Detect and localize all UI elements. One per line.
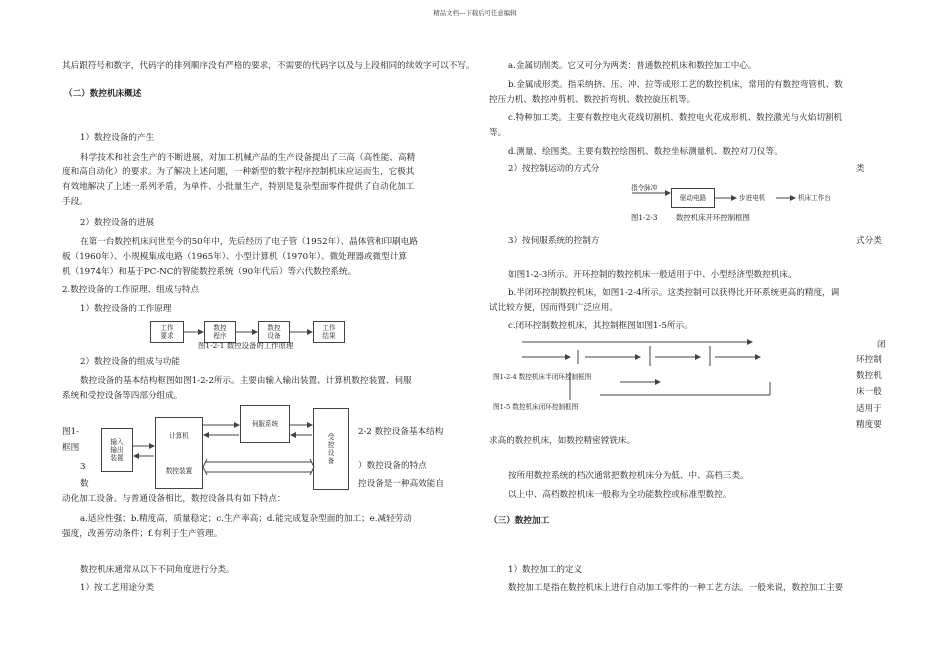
paragraph-line: 按所用数控系统的档次通常把数控机床分为低、中、高档三类。 (508, 471, 749, 481)
paragraph-line: 数控设备的基本结构框图如图1-2-2所示。主要由输入输出装置、计算机数控装置、伺服 (80, 376, 412, 386)
paragraph: 其后跟符号和数字，代码字的排列顺序没有严格的要求，不需要的代码字以及与上段相同的续效字可以不写。 (62, 61, 475, 71)
subheading: 2.数控设备的工作原理、组成与特点 (62, 285, 200, 295)
text-fragment: 床一般 (856, 387, 882, 397)
subheading: 1）数控设备的工作原理 (80, 304, 172, 314)
diagram-box-nc-program: 数控 程序 (204, 321, 236, 343)
text-fragment: 环控制 (856, 355, 882, 365)
paragraph-line: b.半闭环控制数控机床，如图1-2-4所示。这类控制可以获得比开环系统更高的精度，调 (508, 288, 840, 298)
section-heading: （二）数控机床概述 (64, 89, 142, 99)
diagram-box-nc-device: 数控 设备 (258, 321, 290, 343)
bus-arrowhead (203, 467, 207, 475)
text-fragment: 式分类 (856, 236, 882, 246)
bus-arrowhead (310, 467, 314, 475)
text-fragment: 数控机 (856, 371, 882, 381)
text-fragment: 图1- (62, 427, 79, 437)
figure-caption-number: 图1-2-3 (631, 213, 658, 222)
subheading: 2）按控制运动的方式分 (508, 164, 600, 174)
paragraph-line: a.适应性强；b.精度高，质量稳定；c.生产率高；d.能完成复杂型面的加工；e.减轻劳动 (80, 514, 412, 524)
paragraph-line: 如图1-2-3所示。开环控制的数控机床一般适用于中、小型经济型数控机床。 (508, 270, 797, 280)
subheading: 1）按工艺用途分类 (80, 583, 155, 593)
text-fragment: 闭 (877, 340, 886, 350)
diagram-label-stepper-motor: 步进电机 (739, 194, 766, 202)
subheading: 1）数控设备的产生 (80, 133, 155, 143)
text-fragment: 类 (856, 164, 865, 174)
bus-arrowhead (203, 459, 207, 467)
diagram-label-worktable: 机床工作台 (798, 194, 831, 202)
paragraph-line: 有效地解决了上述一系列矛盾，为单件、小批量生产，特别是复杂型面零件提供了自动化加工 (62, 182, 415, 192)
subheading: 2）数控设备的进展 (80, 218, 155, 228)
paragraph-line: 科学技术和社会生产的不断进展，对加工机械产品的生产设备提出了三高（高性能、高精 (80, 153, 416, 163)
text-fragment: 2-2 数控设备基本结构 (358, 427, 444, 437)
paragraph-line: 在第一台数控机床问世至今的50年中，先后经历了电子管（1952年）、晶体管和印刷电路 (80, 237, 418, 247)
paragraph-line: b.金属成形类。指采纳挤、压、冲、拉等成形工艺的数控机床，常用的有数控弯管机、数 (508, 80, 843, 90)
paragraph-line: 度和高自动化）的要求。为了解决上述问题，一种新型的数字程序控制机床应运而生，它极其 (62, 167, 415, 177)
paragraph-line: 手段。 (62, 197, 88, 207)
diagram-box-work-result: 工作 结果 (313, 321, 345, 343)
diagram-box-work-requirement: 工作 要求 (150, 321, 184, 343)
text-fragment: 控设备是一种高效能自 (358, 479, 444, 489)
paragraph-line: 以上中、高档数控机床一般称为全功能数控或标准型数控。 (508, 490, 732, 500)
paragraph-line: 系统和受控设备等四部分组成。 (62, 391, 183, 401)
paragraph-line: 数控加工是指在数控机床上进行自动加工零件的一种工艺方法。一般来说，数控加工主要 (508, 583, 844, 593)
paragraph-line: 强度，改善劳动条件；f.有利于生产管理。 (62, 529, 223, 539)
figure-caption: 数控机床开环控制框图 (676, 213, 750, 222)
paragraph-line: 试比较方便，因而得到广泛应用。 (489, 303, 618, 313)
paragraph-line: 板（1960年）、小规模集成电路（1965年）、小型计算机（1970年）、微处理器或微型计算 (62, 252, 407, 262)
text-fragment: 适用于 (856, 404, 882, 414)
diagram-box-drive-circuit: 驱动电路 (671, 188, 715, 208)
paragraph-line: 求高的数控机床，如数控精密镗铣床。 (489, 436, 636, 446)
cnc-unit-bottom-label: 数控装置 (165, 466, 193, 475)
paragraph-line: d.测量、绘图类。主要有数控绘图机、数控坐标测量机、数控对刀仪等。 (508, 147, 783, 157)
paragraph-line: 动化加工设备。与普通设备相比，数控设备具有如下特点： (62, 494, 286, 504)
diagram-box-io-device: 输入 输出 装置 (101, 428, 133, 472)
paragraph-line: c.闭环控制数控机床，其控制框图如图1-5所示。 (508, 321, 693, 331)
page-header: 精品文档---下载后可任意编辑 (433, 9, 517, 17)
text-fragment: 精度要 (856, 420, 882, 430)
figure-caption: 图1-2-4 数控机床半闭环控制框图 (493, 373, 592, 381)
paragraph-line: c.特种加工类。主要有数控电火花线切割机、数控电火花成形机、数控激光与火焰切割机 (508, 113, 843, 123)
text-fragment: 数 (80, 479, 89, 489)
subheading: 2）数控设备的组成与功能 (80, 357, 180, 367)
figure-caption: 图1-2-1 数控设备的工作原理 (198, 341, 294, 350)
cnc-unit-top-label: 计算机 (169, 431, 189, 440)
bus-arrowhead (310, 459, 314, 467)
paragraph-line: 机（1974年）和基于PC-NC的智能数控系统（90年代后）等六代数控系统。 (62, 267, 357, 277)
diagram-box-servo-system: 伺服系统 (240, 405, 290, 443)
paragraph-line: 等。 (489, 128, 507, 138)
diagram-box-controlled-device: 受 控 设 备 (313, 408, 349, 490)
paragraph-line: 控压力机、数控冲剪机、数控折弯机、数控旋压机等。 (489, 95, 696, 105)
section-heading: （三）数控加工 (489, 516, 550, 526)
paragraph-line: 数控机床通常从以下不同角度进行分类。 (80, 565, 235, 575)
subheading: 1）数控加工的定义 (508, 565, 583, 575)
paragraph-line: a.金属切削类。它又可分为两类：普通数控机床和数控加工中心。 (508, 61, 757, 71)
text-fragment: ）数控设备的特点 (358, 461, 427, 471)
text-fragment: 3 (80, 462, 86, 472)
figure-caption: 图1-5 数控机床闭环控制框图 (493, 403, 579, 411)
text-fragment: 框图 (62, 443, 80, 453)
subheading: 3）按伺服系统的控制方 (508, 236, 600, 246)
diagram-label-command-pulse: 指令脉冲 (631, 184, 658, 192)
